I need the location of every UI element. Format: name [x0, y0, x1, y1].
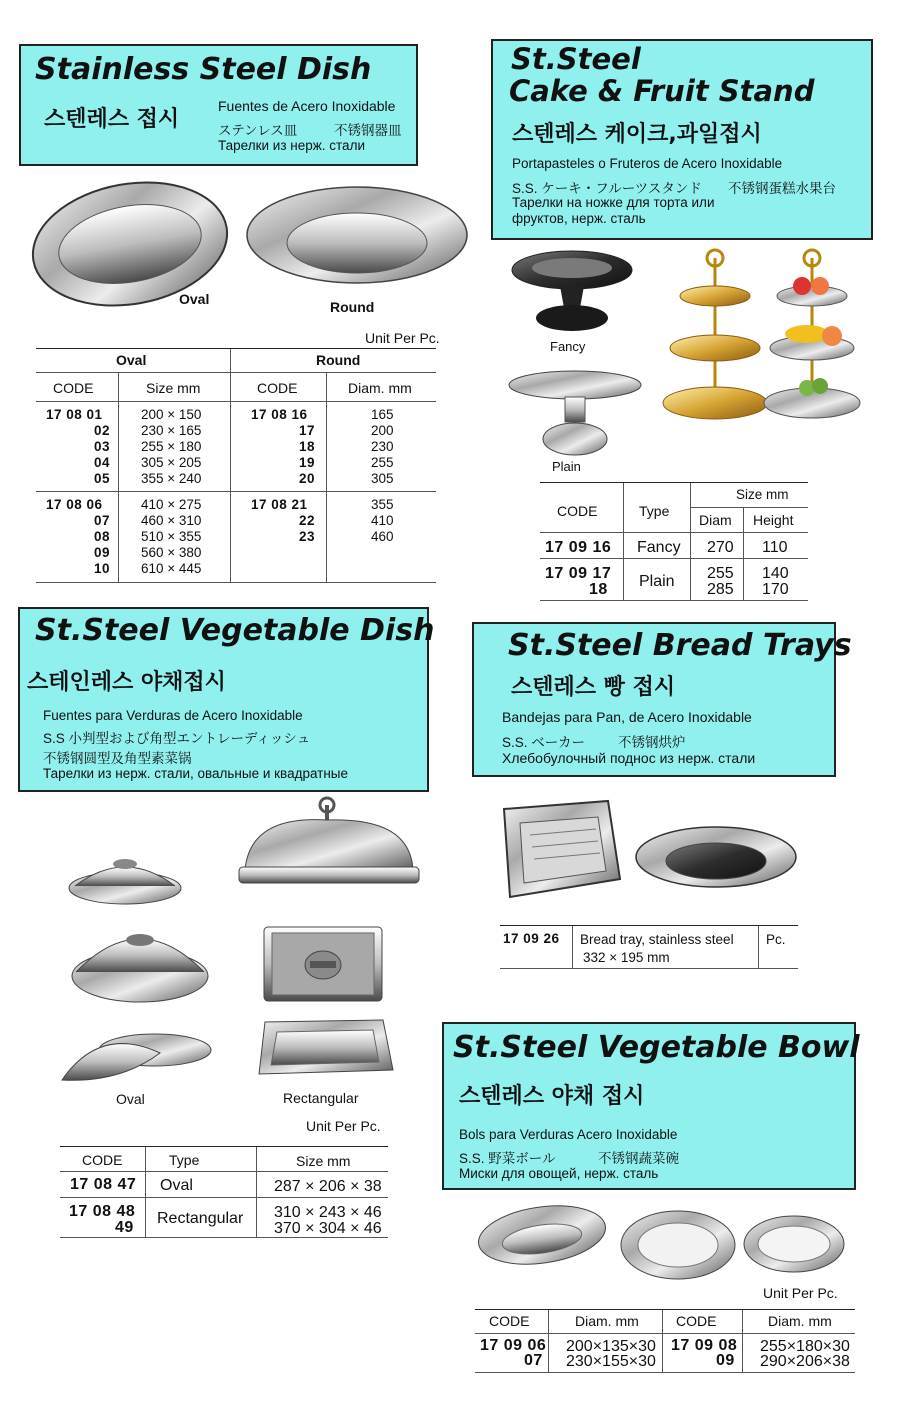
cake-col-code: CODE	[557, 503, 598, 519]
dish-table-col-divider	[326, 373, 327, 582]
dish-table-rule	[36, 491, 436, 492]
dish-title: Stainless Steel Dish	[35, 52, 372, 87]
vegbowl-spanish: Bols para Verduras Acero Inoxidable	[459, 1127, 678, 1142]
vegbowl-russian: Миски для овощей, нерж. сталь	[459, 1166, 659, 1181]
vegbowl-code: 17 09 06	[480, 1337, 547, 1354]
oval-covered-dish-image	[65, 852, 185, 908]
vegdish-title: St.Steel Vegetable Dish	[35, 613, 435, 648]
vegdish-korean: 스테인레스 야채접시	[27, 670, 226, 695]
cake-row-type: Plain	[639, 573, 675, 590]
round-diam-cell: 200	[371, 423, 394, 438]
round-code-cell: 18	[298, 439, 315, 454]
vegbowl-diam: 200×135×30	[566, 1338, 656, 1355]
cake-row-code: 17 09 16	[545, 539, 612, 556]
bread-title: St.Steel Bread Trays	[508, 628, 852, 663]
vegdish-caption-oval: Oval	[116, 1091, 145, 1107]
bread-desc: Bread tray, stainless steel	[580, 932, 734, 947]
oval-size-cell: 510 × 355	[141, 529, 202, 544]
vegbowl-image-2	[618, 1207, 738, 1283]
round-code-cell: 20	[298, 471, 315, 486]
vegbowl-code: 07	[524, 1352, 543, 1369]
cake-row-height: 140	[762, 565, 789, 582]
vegdish-caption-rect: Rectangular	[283, 1090, 359, 1106]
bread-table-bottom-rule	[500, 968, 798, 969]
dish-caption-oval: Oval	[179, 291, 210, 307]
cake-row-diam: 270	[707, 539, 734, 556]
vegdish-col-type: Type	[169, 1152, 200, 1168]
cake-table-rule	[690, 507, 808, 508]
rect-covered-dish-image	[235, 795, 420, 905]
oval-code-cell: 08	[93, 529, 110, 544]
rect-tray-image	[255, 1010, 395, 1082]
cake-table-top-rule	[540, 482, 808, 483]
round-code-cell: 17	[298, 423, 315, 438]
vegdish-row-code: 17 08 47	[70, 1176, 137, 1193]
vegdish-table-rule	[60, 1171, 388, 1172]
vegbowl-korean: 스텐레스 야채 접시	[459, 1084, 645, 1109]
vegdish-row-size: 370 × 304 × 46	[274, 1220, 382, 1237]
vegbowl-image-3	[742, 1213, 847, 1275]
bread-table-divider	[572, 926, 573, 968]
vegbowl-col-code-2: CODE	[676, 1313, 717, 1329]
cake-col-diam: Diam	[699, 512, 732, 528]
fancy-stand-image	[508, 248, 636, 338]
tiered-fruit-stand-image	[762, 248, 862, 428]
vegbowl-japanese: S.S. 野菜ボール	[459, 1151, 556, 1166]
cake-table-divider	[743, 508, 744, 600]
bread-spanish: Bandejas para Pan, de Acero Inoxidable	[502, 709, 752, 725]
vegbowl-table-bottom-rule	[475, 1372, 855, 1373]
bread-table-top-rule	[500, 925, 798, 926]
cake-caption-fancy: Fancy	[550, 339, 586, 354]
vegdish-table-rule	[60, 1197, 388, 1198]
cake-russian-1: Тарелки на ножке для торта или	[512, 195, 715, 210]
vegbowl-table-divider	[548, 1310, 549, 1372]
plain-stand-image	[505, 367, 647, 462]
oval-code-cell: 03	[93, 439, 110, 454]
cake-col-size: Size mm	[736, 487, 789, 502]
vegbowl-table-top-rule	[475, 1309, 855, 1310]
vegbowl-code: 09	[716, 1352, 735, 1369]
oval-dish-image	[30, 178, 240, 308]
dish-table-rule	[36, 401, 436, 402]
vegbowl-diam: 290×206×38	[760, 1353, 850, 1370]
vegbowl-diam: 230×155×30	[566, 1353, 656, 1370]
oval-code-cell: 07	[93, 513, 110, 528]
dish-col-diam: Diam. mm	[348, 380, 412, 396]
cake-title-line2: Cake & Fruit Stand	[509, 74, 815, 108]
dish-caption-round: Round	[330, 299, 375, 315]
dish-korean: 스텐레스 접시	[44, 107, 180, 132]
round-diam-cell: 165	[371, 407, 394, 422]
round-diam-cell: 255	[371, 455, 394, 470]
vegdish-chinese: 不锈钢圆型及角型素菜锅	[43, 751, 192, 766]
bread-tray-rect-image	[490, 795, 625, 903]
bread-korean: 스텐레스 빵 접시	[511, 675, 676, 700]
cake-title-line1: St.Steel	[511, 42, 641, 76]
vegbowl-col-diam-2: Diam. mm	[768, 1313, 832, 1329]
vegdish-row-size: 287 × 206 × 38	[274, 1178, 382, 1195]
vegbowl-col-code: CODE	[489, 1313, 530, 1329]
round-diam-cell: 230	[371, 439, 394, 454]
dish-chinese: 不锈钢器皿	[334, 123, 402, 138]
vegbowl-title: St.Steel Vegetable Bowl	[453, 1030, 860, 1065]
cake-table-bottom-rule	[540, 600, 808, 601]
dish-table-col-divider	[118, 373, 119, 582]
vegdish-col-code: CODE	[82, 1152, 123, 1168]
cake-table-divider	[690, 483, 691, 600]
cake-russian-2: фруктов, нерж. сталь	[512, 211, 646, 226]
vegbowl-unit: Unit Per Pc.	[763, 1285, 838, 1301]
oval-size-cell: 230 × 165	[141, 423, 202, 438]
oval-size-cell: 410 × 275	[141, 497, 202, 512]
cake-row-diam: 285	[707, 581, 734, 598]
bread-code: 17 09 26	[503, 931, 560, 946]
dish-russian: Тарелки из нерж. стали	[218, 138, 365, 153]
dish-table-top-rule	[36, 348, 436, 349]
dish-japanese: ステンレス皿	[218, 123, 298, 138]
cake-col-type: Type	[639, 503, 670, 519]
rect-gastronorm-pan-image	[262, 925, 384, 1003]
cake-korean: 스텐레스 케이크,과일접시	[512, 122, 762, 147]
bread-japanese: S.S. ベーカー	[502, 735, 585, 750]
dish-table-rule	[36, 372, 436, 373]
cake-row-diam: 255	[707, 565, 734, 582]
vegdish-table-divider	[256, 1147, 257, 1237]
round-code-cell: 17 08 16	[251, 407, 308, 422]
oval-size-cell: 255 × 180	[141, 439, 202, 454]
oval-code-cell: 04	[93, 455, 110, 470]
dish-col-size: Size mm	[146, 380, 201, 396]
round-code-cell: 23	[298, 529, 315, 544]
cake-row-height: 110	[762, 539, 788, 556]
round-code-cell: 19	[298, 455, 315, 470]
cake-table-rule	[540, 532, 808, 533]
bread-russian: Хлебобулочный поднос из нерж. стали	[502, 750, 756, 766]
vegdish-spanish: Fuentes para Verduras de Acero Inoxidable	[43, 708, 303, 723]
vegdish-row-type: Oval	[160, 1177, 193, 1194]
tiered-gold-stand-image	[660, 248, 770, 428]
bread-size: 332 × 195 mm	[583, 950, 670, 965]
vegdish-russian: Тарелки из нерж. стали, овальные и квадратные	[43, 766, 349, 781]
dish-spanish: Fuentes de Acero Inoxidable	[218, 98, 396, 114]
oval-size-cell: 460 × 310	[141, 513, 202, 528]
dish-col-code-round: CODE	[257, 380, 298, 396]
dish-col-code: CODE	[53, 380, 94, 396]
oval-code-cell: 09	[93, 545, 110, 560]
vegdish-row-type: Rectangular	[157, 1210, 244, 1227]
open-oval-dish-image	[60, 1025, 215, 1085]
oval-size-cell: 305 × 205	[141, 455, 202, 470]
oval-size-cell: 560 × 380	[141, 545, 202, 560]
vegdish-table-divider	[145, 1147, 146, 1237]
vegbowl-table-divider	[742, 1310, 743, 1372]
dish-table-divider	[230, 349, 231, 582]
round-covered-dish-image	[70, 918, 212, 1008]
oval-size-cell: 610 × 445	[141, 561, 202, 576]
vegdish-table-top-rule	[60, 1146, 388, 1147]
vegbowl-table-divider	[662, 1310, 663, 1372]
cake-table-divider	[623, 483, 624, 600]
oval-code-cell: 05	[93, 471, 110, 486]
vegbowl-diam: 255×180×30	[760, 1338, 850, 1355]
cake-caption-plain: Plain	[552, 459, 581, 474]
vegdish-table-bottom-rule	[60, 1237, 388, 1238]
oval-size-cell: 355 × 240	[141, 471, 202, 486]
round-diam-cell: 460	[371, 529, 394, 544]
cake-row-height: 170	[762, 581, 789, 598]
bread-chinese: 不锈钢烘炉	[618, 735, 686, 750]
vegdish-row-code: 49	[115, 1219, 134, 1236]
round-diam-cell: 355	[371, 497, 394, 512]
vegdish-japanese: S.S 小判型および角型エントレーディッシュ	[43, 731, 311, 746]
vegdish-unit: Unit Per Pc.	[306, 1118, 381, 1134]
round-diam-cell: 410	[371, 513, 394, 528]
vegdish-row-code: 17 08 48	[69, 1203, 136, 1220]
bread-unit: Pc.	[766, 932, 786, 947]
cake-table-rule	[540, 558, 808, 559]
oval-size-cell: 200 × 150	[141, 407, 202, 422]
round-code-cell: 22	[298, 513, 315, 528]
dish-group-round: Round	[316, 352, 361, 368]
cake-row-type: Fancy	[637, 539, 681, 556]
vegdish-col-size: Size mm	[296, 1153, 351, 1169]
bread-table-divider	[758, 926, 759, 968]
oval-code-cell: 02	[93, 423, 110, 438]
vegbowl-col-diam: Diam. mm	[575, 1313, 639, 1329]
dish-group-oval: Oval	[116, 352, 147, 368]
vegdish-row-size: 310 × 243 × 46	[274, 1204, 382, 1221]
oval-code-cell: 17 08 06	[46, 497, 103, 512]
cake-row-code: 17 09 17	[545, 565, 612, 582]
round-dish-image	[245, 185, 470, 295]
cake-spanish: Portapasteles o Fruteros de Acero Inoxidable	[512, 156, 783, 171]
cake-japanese: S.S. ケーキ・フルーツスタンド	[512, 181, 702, 196]
cake-chinese: 不锈钢蛋糕水果台	[728, 181, 836, 196]
bread-tray-round-image	[634, 825, 799, 890]
dish-unit: Unit Per Pc.	[365, 330, 440, 346]
vegbowl-image-1	[475, 1203, 610, 1273]
vegbowl-table-rule	[475, 1333, 855, 1334]
cake-row-code: 18	[589, 581, 608, 598]
oval-code-cell: 10	[93, 561, 110, 576]
cake-col-height: Height	[753, 512, 794, 528]
round-diam-cell: 305	[371, 471, 394, 486]
vegbowl-code: 17 09 08	[671, 1337, 738, 1354]
vegbowl-chinese: 不锈钢蔬菜碗	[598, 1151, 679, 1166]
oval-code-cell: 17 08 01	[46, 407, 103, 422]
round-code-cell: 17 08 21	[251, 497, 308, 512]
dish-table-bottom-rule	[36, 582, 436, 583]
